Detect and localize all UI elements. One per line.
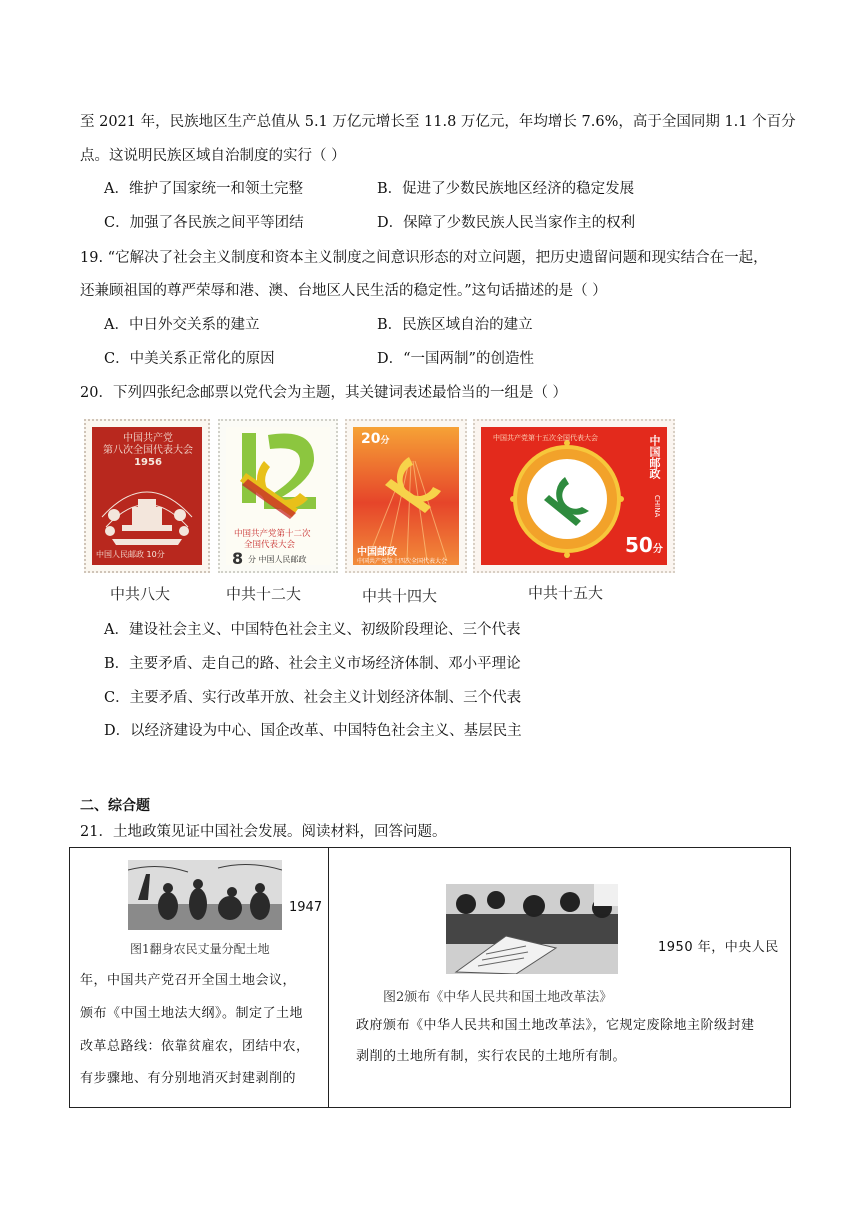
section-title: 二、综合题 [80, 798, 150, 814]
q18-stem-line2: 点。这说明民族区域自治制度的实行（ ） [80, 148, 346, 164]
q18-option-c: C．加强了各民族之间平等团结 [104, 215, 304, 231]
q18-stem-line1: 至 2021 年，民族地区生产总值从 5.1 万亿元增长至 11.8 万亿元，年均增长 7.6%，高于全国同期 1.1 个百分 [80, 114, 796, 130]
q19-option-c: C．中美关系正常化的原因 [104, 351, 275, 367]
stamp-8-header: 中国共产党 [123, 433, 173, 444]
stamp-8-sub: 第八次全国代表大会 [103, 445, 193, 456]
right-line-1: 政府颁布《中华人民共和国土地改革法》，它规定废除地主阶级封建 [356, 1018, 755, 1033]
stamp-14-line: 中国共产党第十四次全国代表大会 [357, 558, 448, 565]
stamp-caption-15: 中共十五大 [528, 584, 604, 602]
stamp-12th-congress [218, 419, 338, 573]
stamp-14-value: 20 [361, 431, 381, 447]
right-year: 1950 年，中央人民 [658, 940, 779, 955]
left-year: 1947 [289, 900, 323, 915]
fig1-photo [128, 860, 282, 930]
stamp-15th-congress [473, 419, 675, 573]
stamp-15-brand-en: CHINA [653, 495, 661, 518]
q19-option-a: A．中日外交关系的建立 [104, 317, 260, 333]
left-line-2: 颁布《中国土地法大纲》。制定了土地 [80, 1006, 304, 1021]
fig2-photo [446, 884, 618, 974]
stamp-15-brand: 中国邮政 [648, 435, 661, 479]
q20-option-a: A．建设社会主义、中国特色社会主义、初级阶段理论、三个代表 [104, 622, 521, 638]
q19-option-d: D．“一国两制”的创造性 [377, 351, 534, 367]
stamp-15-header: 中国共产党第十五次全国代表大会 [493, 434, 598, 442]
q20-option-d: D．以经济建设为中心、国企改革、中国特色社会主义、基层民主 [104, 723, 522, 739]
left-line-1: 年，中国共产党召开全国土地会议， [80, 973, 297, 988]
left-line-3: 改革总路线：依靠贫雇农，团结中农， [80, 1039, 310, 1054]
material-table [69, 847, 791, 1108]
q19-option-b: B．民族区域自治的建立 [377, 317, 533, 333]
stamp-14-brand: 中国邮政 [357, 547, 397, 558]
q21-stem: 21．土地政策见证中国社会发展。阅读材料，回答问题。 [80, 824, 447, 840]
q20-stem: 20．下列四张纪念邮票以党代会为主题，其关键词表述最恰当的一组是（ ） [80, 385, 568, 401]
stamp-caption-12: 中共十二大 [226, 585, 302, 603]
stamp-8-value: 中国人民邮政 10分 [96, 550, 165, 559]
stamp-12-line1: 中国共产党第十二次 [234, 529, 311, 539]
stamp-caption-14: 中共十四大 [362, 587, 438, 605]
fig2-caption: 图2颁布《中华人民共和国土地改革法》 [383, 990, 613, 1005]
q18-option-d: D．保障了少数民族人民当家作主的权利 [377, 215, 636, 231]
q20-option-b: B．主要矛盾、走自己的路、社会主义市场经济体制、邓小平理论 [104, 656, 521, 672]
stamp-12-line2: 全国代表大会 [244, 540, 296, 550]
q18-option-a: A．维护了国家统一和领土完整 [104, 181, 303, 197]
stamp-14-unit: 分 [380, 436, 390, 446]
table-divider [328, 848, 329, 1107]
right-line-2: 剥削的土地所有制，实行农民的土地所有制。 [356, 1049, 627, 1064]
stamp-15-unit: 分 [652, 544, 663, 555]
stamp-12-unit: 分 中国人民邮政 [248, 555, 307, 564]
q19-stem-line1: 19. “它解决了社会主义制度和资本主义制度之间意识形态的对立问题，把历史遗留问题和现实结合在一起， [80, 250, 768, 266]
stamp-8-year: 1956 [134, 457, 162, 468]
q20-option-c: C．主要矛盾、实行改革开放、社会主义计划经济体制、三个代表 [104, 690, 522, 706]
stamp-8th-congress [84, 419, 210, 573]
stamp-12-value: 8 [232, 549, 244, 568]
stamp-14th-congress [345, 419, 467, 573]
fig1-caption: 图1翻身农民丈量分配土地 [130, 942, 270, 956]
stamp-caption-8: 中共八大 [110, 585, 171, 603]
stamp-15-value: 50 [625, 533, 653, 557]
q18-option-b: B．促进了少数民族地区经济的稳定发展 [377, 181, 635, 197]
q19-stem-line2: 还兼顾祖国的尊严荣辱和港、澳、台地区人民生活的稳定性。”这句话描述的是（ ） [80, 283, 607, 299]
left-line-4: 有步骤地、有分别地消灭封建剥削的 [80, 1071, 297, 1086]
